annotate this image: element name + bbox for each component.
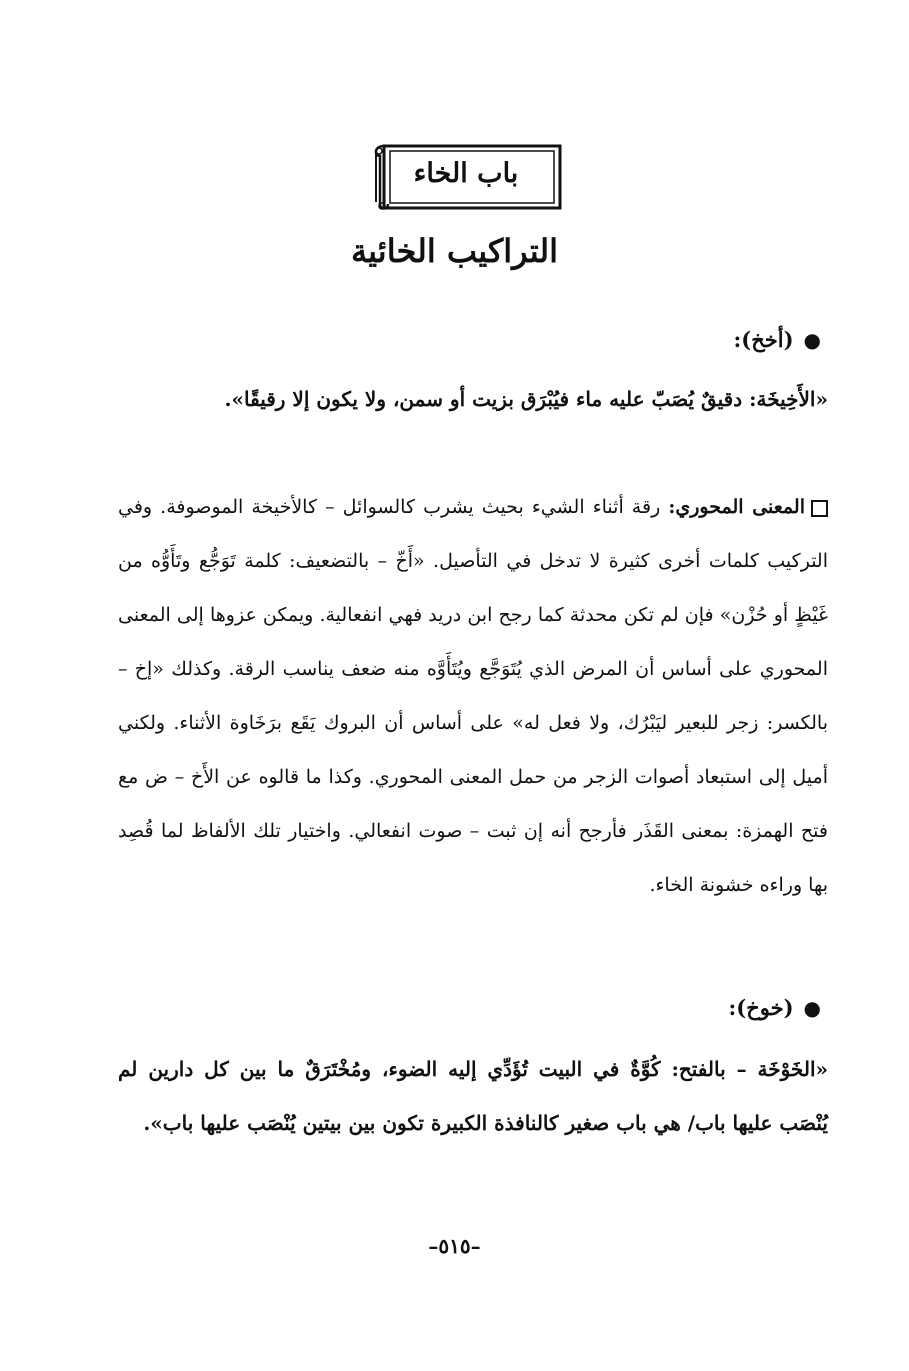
bullet-icon: ● (803, 328, 821, 352)
page-number: –٥١٥– (428, 1234, 481, 1258)
chapter-title: باب الخاء (413, 158, 519, 189)
entry-definition: «الأَخِيخَة: دقيقٌ يُصَبّ عليه ماء فيُبْرَق بزيت أو سمن، ولا يكون إلا رقيقًا». (224, 387, 828, 411)
semantic-label: المعنى المحوري: (668, 496, 805, 518)
square-bullet-icon (811, 500, 828, 517)
bullet-icon: ● (803, 996, 821, 1020)
entry-root: (خوخ): (728, 995, 794, 1020)
semantic-text: رقة أثناء الشيء بحيث يشرب كالسوائل – كالأخيخة الموصوفة. وفي التركيب كلمات أخرى كثيرة لا تدخل في التأصيل. «أَخّ – بالتضعيف: كلمة تَوَجُّع وتَأَوُّه من غَيْظٍ أو حُزْن» فإن لم تكن محدثة كما رجح ابن دريد فهي انفعالية. ويمكن عزوها إلى المعنى المحوري على أساس أن المرض الذي يُتَوَجَّع ويُتَأَوَّه منه ضعف يناسب الرقة. وكذلك «إخ – بالكسر: زجر للبعير ليَبْرُك، ولا فعل له» على أساس أن البروك يَقَع برَخَاوة الأثناء. ولكني أميل إلى استبعاد أصوات الزجر من حمل المعنى المحوري. وكذا ما قالوه عن الأَخ – ض مع فتح الهمزة: بمعنى القَذَر فأرجح أنه إن ثبت – صوت انفعالي. واختيار تلك الألفاظ لما قُصِد بها وراءه خشونة الخاء. (118, 496, 828, 896)
entry-root: (أخخ): (733, 327, 794, 352)
section-title: التراكيب الخائية (350, 232, 559, 270)
entry-heading-akhkh (734, 320, 821, 360)
entry-definition: «الخَوْخَة – بالفتح: كُوَّةٌ في البيت تُؤَدِّي إليه الضوء، ومُخْتَرَقٌ ما بين كل دارين لم يُنْصَب عليها باب/ هي باب صغير كالنافذة الكبيرة تكون بين بيتين يُنْصَب عليها باب». (118, 1057, 828, 1135)
chapter-banner (368, 140, 564, 212)
semantic-paragraph (118, 480, 828, 912)
entry-heading-khwkh (729, 988, 821, 1028)
